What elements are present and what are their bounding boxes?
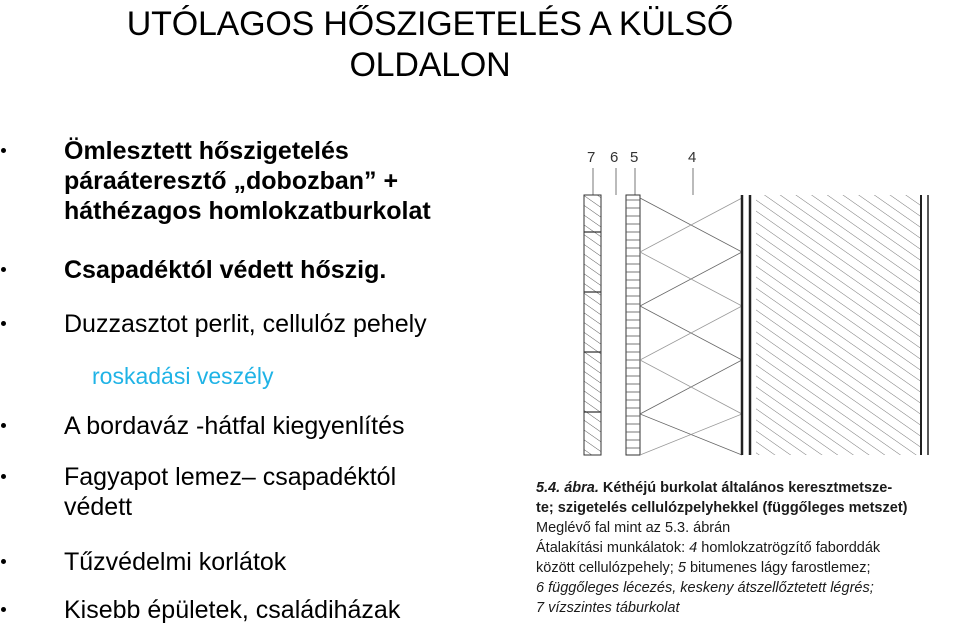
bullet-marker: [0, 263, 12, 275]
label-4: 4: [688, 149, 697, 166]
caption-line-6: [536, 578, 956, 598]
caption-line-4c: homlokzatrögzítő faborddák: [701, 540, 881, 556]
caption-line-1: [536, 478, 956, 498]
caption-line-5a: között cellulózpehely;: [536, 560, 674, 576]
layer-existing-wall: [756, 195, 921, 455]
bullet-item-1: [64, 136, 431, 226]
bullet-item-2: Csapadéktól védett hőszig.: [64, 256, 387, 284]
label-6: 6: [610, 149, 619, 166]
caption-line-7b: vízszintes táburkolat: [548, 600, 680, 616]
wall-section-drawing: [560, 140, 955, 460]
caption-line-7a: 7: [536, 600, 545, 616]
bullet-1-line-2: páraáteresztő „dobozban” +: [64, 167, 399, 195]
bullet-marker: [0, 555, 12, 567]
bullet-marker: [0, 603, 12, 615]
bullet-item-5: [64, 462, 396, 522]
title-line-1: UTÓLAGOS HŐSZIGETELÉS A KÜLSŐ: [126, 5, 734, 43]
figure-caption: [536, 478, 956, 618]
caption-line-4a: Átalakítási munkálatok:: [536, 540, 686, 556]
label-7: 7: [587, 149, 596, 166]
bullet-item-3: Duzzasztot perlit, cellulóz pehely: [64, 310, 427, 338]
bullet-item-6: Tűzvédelmi korlátok: [64, 548, 287, 576]
caption-figure-number: 5.4. ábra.: [536, 480, 599, 496]
bullet-5-line-2: védett: [64, 493, 133, 521]
caption-line-4b: 4: [689, 540, 698, 556]
bullet-1-line-3: háthézagos homlokzatburkolat: [64, 197, 431, 225]
caption-line-6a: 6: [536, 580, 545, 596]
bullet-marker: [0, 419, 12, 431]
caption-title-1: Kéthéjú burkolat általános keresztmetsze-: [602, 480, 893, 496]
bullet-item-7: Kisebb épületek, családiházak: [64, 596, 401, 624]
layer-cellulose: [640, 198, 742, 455]
bullet-3-subnote: roskadási veszély: [92, 363, 274, 389]
caption-line-4: [536, 538, 956, 558]
caption-line-3: Meglévő fal mint az 5.3. ábrán: [536, 520, 731, 536]
bullet-1-line-1: Ömlesztett hőszigetelés: [64, 137, 349, 165]
slide-title: [20, 4, 840, 86]
bullet-item-4: A bordaváz -hátfal kiegyenlítés: [64, 412, 405, 440]
bullet-5-line-1: Fagyapot lemez– csapadéktól: [64, 463, 397, 491]
layer-cladding: [584, 195, 601, 455]
title-line-2: OLDALON: [349, 46, 511, 84]
label-5: 5: [630, 149, 639, 166]
caption-line-5: [536, 558, 956, 578]
caption-line-7: [536, 598, 956, 618]
bullet-marker: [0, 470, 12, 482]
caption-line-2: te; szigetelés cellulózpelyhekkel (függőleges metszet): [536, 500, 908, 516]
bullet-marker: [0, 317, 12, 329]
caption-line-6b: függőleges lécezés, keskeny átszellőztetett légrés;: [548, 580, 874, 596]
caption-line-5c: bitumenes lágy farostlemez;: [689, 560, 871, 576]
bullet-marker: [0, 144, 12, 156]
caption-line-5b: 5: [677, 560, 686, 576]
